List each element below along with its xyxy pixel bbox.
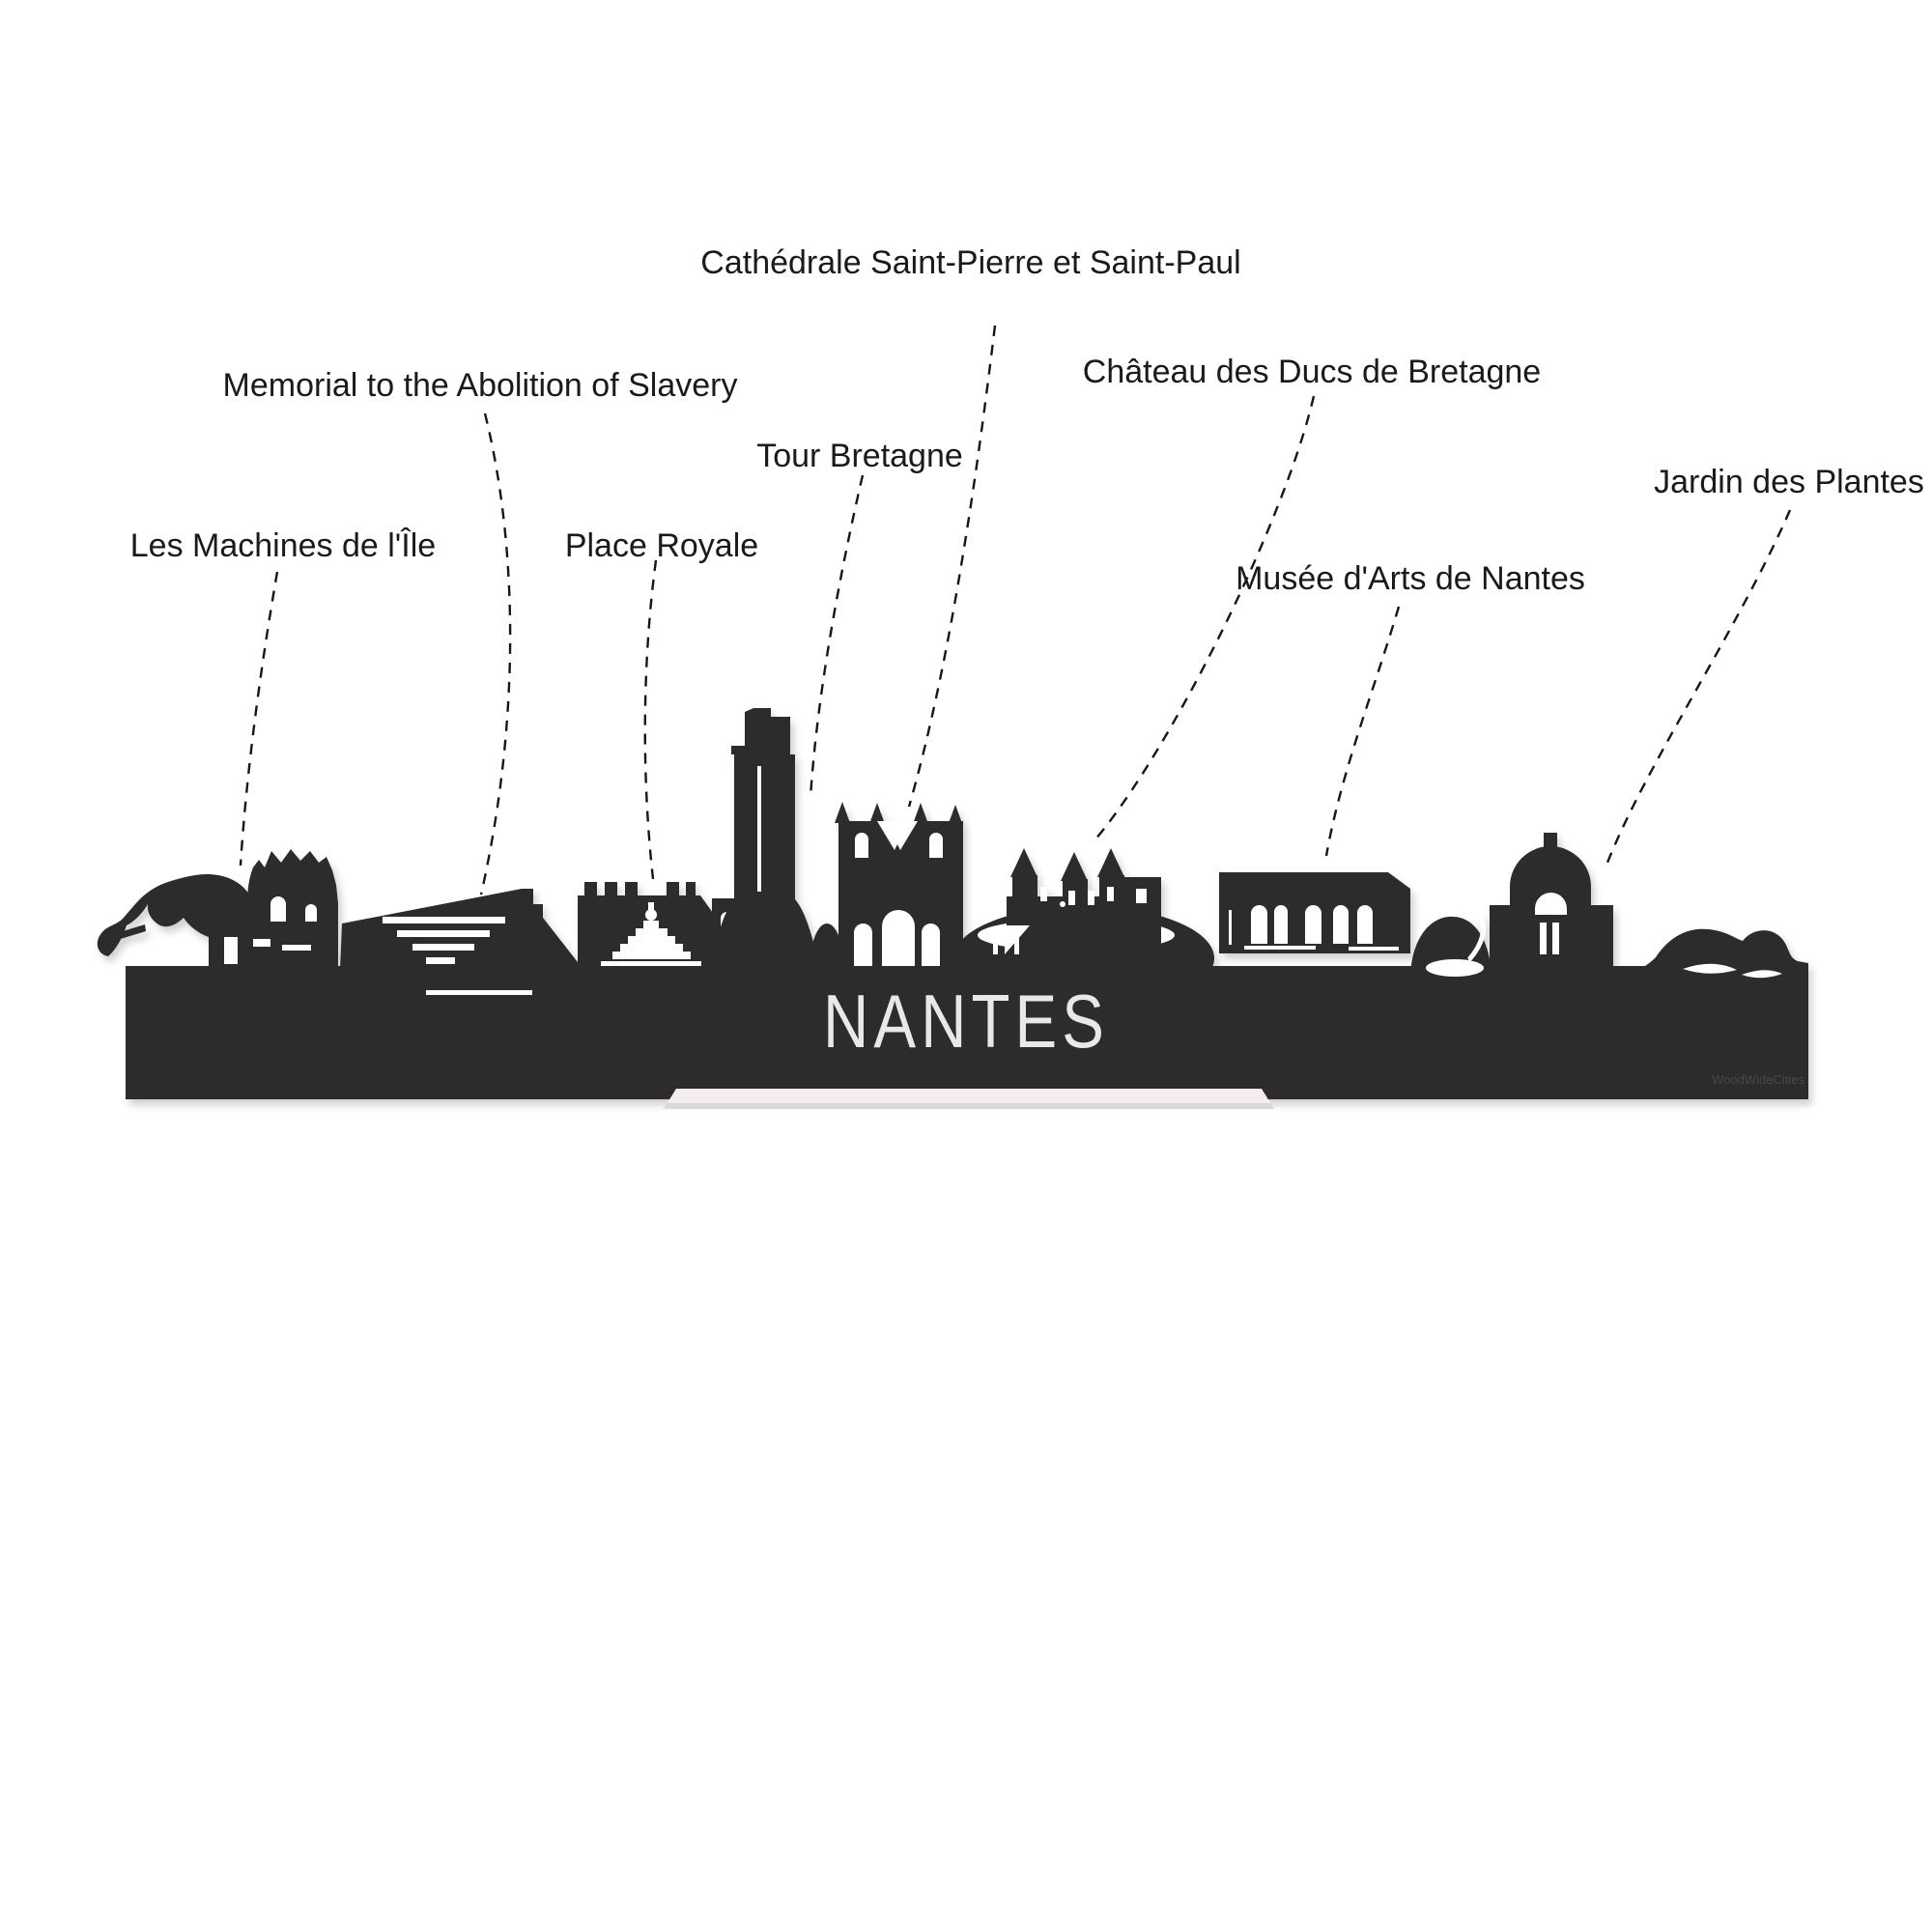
musee-arch-window — [1251, 905, 1267, 944]
jardin-dome-lantern — [1544, 833, 1557, 848]
chateau-spire — [1010, 848, 1037, 877]
skyline-silhouette — [98, 708, 1808, 1099]
chateau-window-slit — [1068, 891, 1075, 905]
fountain-basin-slit — [601, 961, 701, 966]
cathedral-pinnacle — [869, 803, 885, 824]
musee-arch-window — [1274, 905, 1288, 944]
fountain-finial — [648, 902, 654, 910]
display-stand-edge — [664, 1103, 1274, 1109]
label-jardin: Jardin des Plantes — [1654, 464, 1924, 500]
leader-line-memorial — [481, 413, 510, 895]
chateau-window — [1136, 889, 1147, 903]
fountain-orb — [645, 909, 657, 921]
cathedral-pinnacle — [913, 803, 928, 824]
fountain-step — [628, 936, 675, 944]
tour-bretagne-ledge — [731, 746, 756, 754]
cathedral-pinnacle — [835, 802, 850, 823]
place-royale-merlon — [625, 882, 638, 897]
fountain-step — [612, 952, 691, 959]
cathedral-door-arch — [882, 910, 915, 966]
chateau-window-slit — [1040, 887, 1047, 901]
memorial-slavery-shape — [340, 889, 578, 970]
fountain-step — [620, 944, 683, 952]
chateau-window-slit — [1107, 887, 1114, 901]
carousel-cutout — [253, 939, 270, 947]
label-place-royale: Place Royale — [564, 527, 759, 564]
chateau-bridge-pillar-slit — [993, 929, 998, 954]
place-royale-merlon — [667, 882, 679, 897]
musee-arch-window — [1357, 905, 1373, 944]
label-musee: Musée d'Arts de Nantes — [1236, 560, 1585, 597]
tour-bretagne-slit — [757, 766, 761, 892]
label-memorial: Memorial to the Abolition of Slavery — [222, 367, 738, 404]
leader-line-place-royale — [645, 560, 656, 879]
chateau-bridge-pillar-slit — [1014, 931, 1019, 954]
shrub-cutout — [1426, 959, 1484, 977]
carousel-cutout — [282, 945, 311, 951]
jardin-pavilion-base — [1490, 905, 1613, 979]
leader-line-cathedrale — [909, 326, 995, 807]
musee-arch-window — [1305, 905, 1321, 944]
annotation-labels — [130, 244, 1924, 597]
place-royale-merlon — [584, 882, 597, 897]
leader-line-musee — [1326, 607, 1399, 856]
label-cathedrale: Cathédrale Saint-Pierre et Saint-Paul — [700, 244, 1241, 281]
label-tour-bretagne: Tour Bretagne — [756, 438, 963, 474]
city-name: NANTES — [823, 979, 1109, 1064]
elephant-leg-gap — [224, 937, 238, 964]
cathedral-tower-window — [929, 833, 943, 858]
memorial-slit — [412, 944, 474, 951]
leader-line-tour-bretagne — [810, 475, 863, 797]
fountain-step — [636, 928, 668, 936]
label-machines: Les Machines de l'Île — [129, 527, 437, 564]
musee-arch-window — [1333, 905, 1349, 944]
place-royale-merlon — [686, 882, 696, 897]
jardin-column-slit — [1552, 923, 1559, 954]
leader-line-machines — [241, 572, 277, 866]
memorial-slit — [426, 957, 455, 964]
carousel-arch-window — [305, 904, 317, 922]
watermark: WoodWideCities — [1712, 1072, 1804, 1087]
chateau-spire — [1097, 848, 1124, 877]
cathedral-door-arch — [854, 923, 872, 966]
leader-lines — [241, 326, 1790, 895]
chateau-dot-window — [1060, 901, 1065, 907]
jardin-column-slit — [1540, 923, 1547, 954]
display-stand-group — [664, 1089, 1274, 1109]
memorial-slit — [397, 930, 490, 937]
label-chateau: Château des Ducs de Bretagne — [1082, 354, 1542, 390]
fountain-stem — [643, 921, 659, 928]
musee-corner-slit — [1229, 910, 1232, 945]
memorial-slit — [383, 917, 505, 923]
chateau-spire — [1061, 852, 1088, 881]
memorial-slit — [426, 990, 532, 995]
leader-line-jardin — [1607, 510, 1790, 863]
place-royale-merlon — [605, 882, 617, 897]
musee-sill-slit — [1244, 946, 1316, 950]
cathedral-door-arch — [922, 923, 940, 966]
tour-bretagne-top-block — [756, 717, 790, 754]
leader-line-chateau — [1094, 396, 1314, 840]
chateau-window-slit — [1088, 891, 1094, 905]
tour-bretagne-shaft — [734, 754, 795, 899]
carousel-arch-window — [270, 896, 286, 922]
chateau-tower — [1012, 875, 1037, 910]
musee-sill-slit — [1349, 947, 1399, 951]
cathedral-tower-window — [855, 833, 868, 858]
cathedral-pinnacle — [948, 805, 963, 826]
